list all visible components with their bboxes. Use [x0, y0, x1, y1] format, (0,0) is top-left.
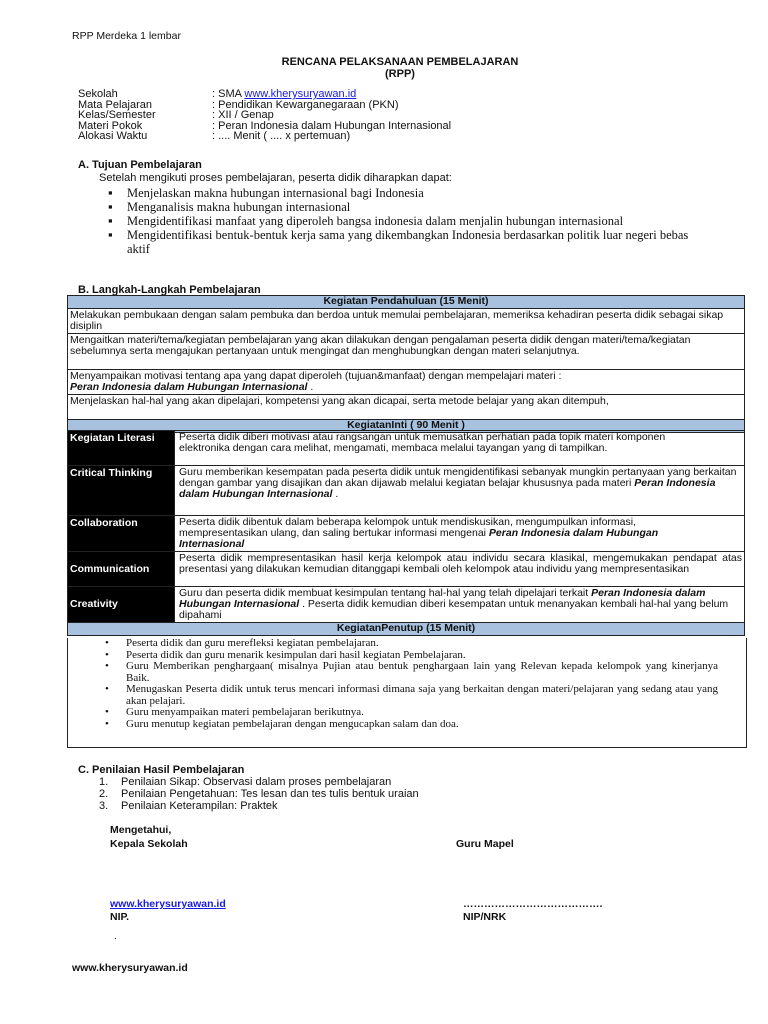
info-value: : .... Menit ( .... x pertemuan)	[212, 130, 351, 143]
kepala-sekolah-label: Kepala Sekolah	[110, 838, 188, 850]
skill-label: Collaboration	[68, 516, 175, 552]
stray-dot: .	[114, 931, 117, 942]
section-c-heading: C. Penilaian Hasil Pembelajaran	[78, 764, 245, 776]
list-item: 1. Penilaian Sikap: Observasi dalam proses pembelajaran	[99, 776, 392, 788]
table-row: Guru memberikan kesempatan pada peserta didik untuk mengidentifikasi sebanyak mungkin pertanyaan yang berkaitan dengan gambar yang disajikan dan akan dijawab melalui kegiatan belajar khususnya pada materi Peran Indonesia dalam Hubungan Internasional .	[175, 466, 745, 516]
list-item: 3. Penilaian Keterampilan: Praktek	[99, 800, 278, 812]
table-row: Melakukan pembukaan dengan salam pembuka dan berdoa untuk memulai pembelajaran, memeriksa kehadiran peserta didik sebagai sikap disiplin	[68, 309, 745, 334]
info-key: Materi Pokok	[78, 119, 143, 132]
section-a-intro: Setelah mengikuti proses pembelajaran, peserta didik diharapkan dapat:	[99, 172, 452, 184]
info-key: Alokasi Waktu	[78, 130, 148, 143]
skill-label: Communication	[68, 552, 175, 587]
skill-label: Creativity	[68, 587, 175, 623]
table-row: Peserta didik diberi motivasi atau rangsangan untuk memusatkan perhatian pada topik materi komponen elektronika dengan cara melihat, mengamati, membaca melalui tayangan yang di tampilkan.	[175, 431, 745, 466]
inti-table	[67, 430, 745, 636]
objectives-list	[108, 186, 708, 256]
document-title: RENCANA PELAKSANAAN PEMBELAJARAN	[281, 56, 519, 68]
table-row: Peserta didik dibentuk dalam beberapa kelompok untuk mendiskusikan, mengumpulkan informasi, mempresentasikan ulang, dan saling bertukar informasi mengenai Peran Indonesia dalam Hubungan Internasional	[175, 516, 745, 552]
section-b-heading: B. Langkah-Langkah Pembelajaran	[78, 284, 261, 296]
topic-emphasis: Peran Indonesia dalam Hubungan Internasional	[70, 381, 308, 393]
kepala-name-link[interactable]: www.kherysuryawan.id	[110, 898, 226, 910]
info-key: Sekolah	[78, 88, 118, 100]
inti-title: KegiatanInti ( 90 Menit )	[68, 420, 745, 433]
list-item: ▪ Menjelaskan makna hubungan internasional bagi Indonesia	[108, 186, 708, 200]
identity-block: Sekolah : SMA www.kherysuryawan.id Mata Pelajaran : Pendidikan Kewarganegaraan (PKN) Kelas/Semester : XII / Genap Materi Pokok : Peran Indonesia dalam Hubungan Internasional Alokasi Waktu : .... Menit ( .... x pertemuan)	[78, 88, 452, 143]
list-item: 2. Penilaian Pengetahuan: Tes lesan dan tes tulis bentuk uraian	[99, 788, 419, 800]
guru-mapel-label: Guru Mapel	[456, 838, 514, 850]
nip-left: NIP.	[110, 911, 130, 923]
list-item: • Menugaskan Peserta didik untuk terus mencari informasi dimana saja yang berkaitan dengan materi/pelajaran yang sedang atau yang akan pelajari.	[68, 684, 746, 707]
list-item: • Guru menyampaikan materi pembelajaran berikutnya.	[68, 707, 746, 719]
skill-label: Kegiatan Literasi	[68, 431, 175, 466]
guru-name-placeholder: ………………………………….	[463, 898, 603, 910]
school-link[interactable]: www.kherysuryawan.id	[244, 88, 357, 100]
skill-label: Critical Thinking	[68, 466, 175, 516]
evaluation-list	[99, 776, 419, 812]
section-a-heading: A. Tujuan Pembelajaran	[78, 159, 202, 171]
list-item: • Peserta didik dan guru merefleksi kegiatan pembelajaran.	[68, 638, 746, 650]
pendahuluan-table	[67, 295, 745, 433]
footer-link[interactable]: www.kherysuryawan.id	[72, 962, 188, 974]
mengetahui-label: Mengetahui,	[110, 824, 172, 836]
list-item: ▪ Mengidentifikasi bentuk-bentuk kerja sama yang dikembangkan Indonesia berdasarkan politik luar negeri bebas aktif	[108, 228, 708, 256]
table-row: Menyampaikan motivasi tentang apa yang dapat diperoleh (tujuan&manfaat) dengan mempelajari materi : Peran Indonesia dalam Hubungan Internasional .	[68, 370, 745, 395]
document-subtitle: (RPP)	[385, 68, 415, 80]
penutup-title: KegiatanPenutup (15 Menit)	[68, 623, 745, 636]
penutup-block	[67, 638, 747, 748]
list-item: • Guru Memberikan penghargaan( misalnya Pujian atau bentuk penghargaan lain yang Relevan kepada kelompok yang kinerjanya Baik.	[68, 661, 746, 684]
info-key: Mata Pelajaran	[78, 98, 152, 111]
list-item: • Guru menutup kegiatan pembelajaran dengan mengucapkan salam dan doa.	[68, 719, 746, 731]
list-item: • Peserta didik dan guru menarik kesimpulan dari hasil kegiatan Pembelajaran.	[68, 650, 746, 662]
list-item: ▪ Mengidentifikasi manfaat yang diperoleh bangsa indonesia dalam menjalin hubungan internasional	[108, 214, 708, 228]
info-value: : Peran Indonesia dalam Hubungan Internasional	[212, 119, 452, 132]
table-row: Peserta didik mempresentasikan hasil kerja kelompok atau individu secara klasikal, mengemukakan pendapat atas presentasi yang dilakukan kemudian ditanggapi kembali oleh kelompok atau individu yang mempresentasikan	[175, 552, 745, 587]
info-value: : XII / Genap	[212, 109, 274, 122]
info-key: Kelas/Semester	[78, 109, 156, 122]
nip-right: NIP/NRK	[463, 911, 507, 923]
pendahuluan-title: Kegiatan Pendahuluan (15 Menit)	[68, 296, 745, 309]
table-row: Guru dan peserta didik membuat kesimpulan tentang hal-hal yang telah dipelajari terkait Peran Indonesia dalam Hubungan Internasional . Peserta didik kemudian diberi kesempatan untuk menanyakan kembali hal-hal yang belum dipahami	[175, 587, 745, 623]
table-row: Mengaitkan materi/tema/kegiatan pembelajaran yang akan dilakukan dengan pengalaman peserta didik dengan materi/tema/kegiatan sebelumnya serta mengajukan pertanyaan untuk mengingat dan menghubungkan dengan materi selanjutnya.	[68, 334, 745, 370]
table-row: Menjelaskan hal-hal yang akan dipelajari, kompetensi yang akan dicapai, serta metode belajar yang akan ditempuh,	[68, 395, 745, 420]
list-item: ▪ Menganalisis makna hubungan internasional	[108, 200, 708, 214]
info-value: : Pendidikan Kewarganegaraan (PKN)	[212, 98, 399, 111]
document-header: RPP Merdeka 1 lembar	[72, 30, 181, 42]
